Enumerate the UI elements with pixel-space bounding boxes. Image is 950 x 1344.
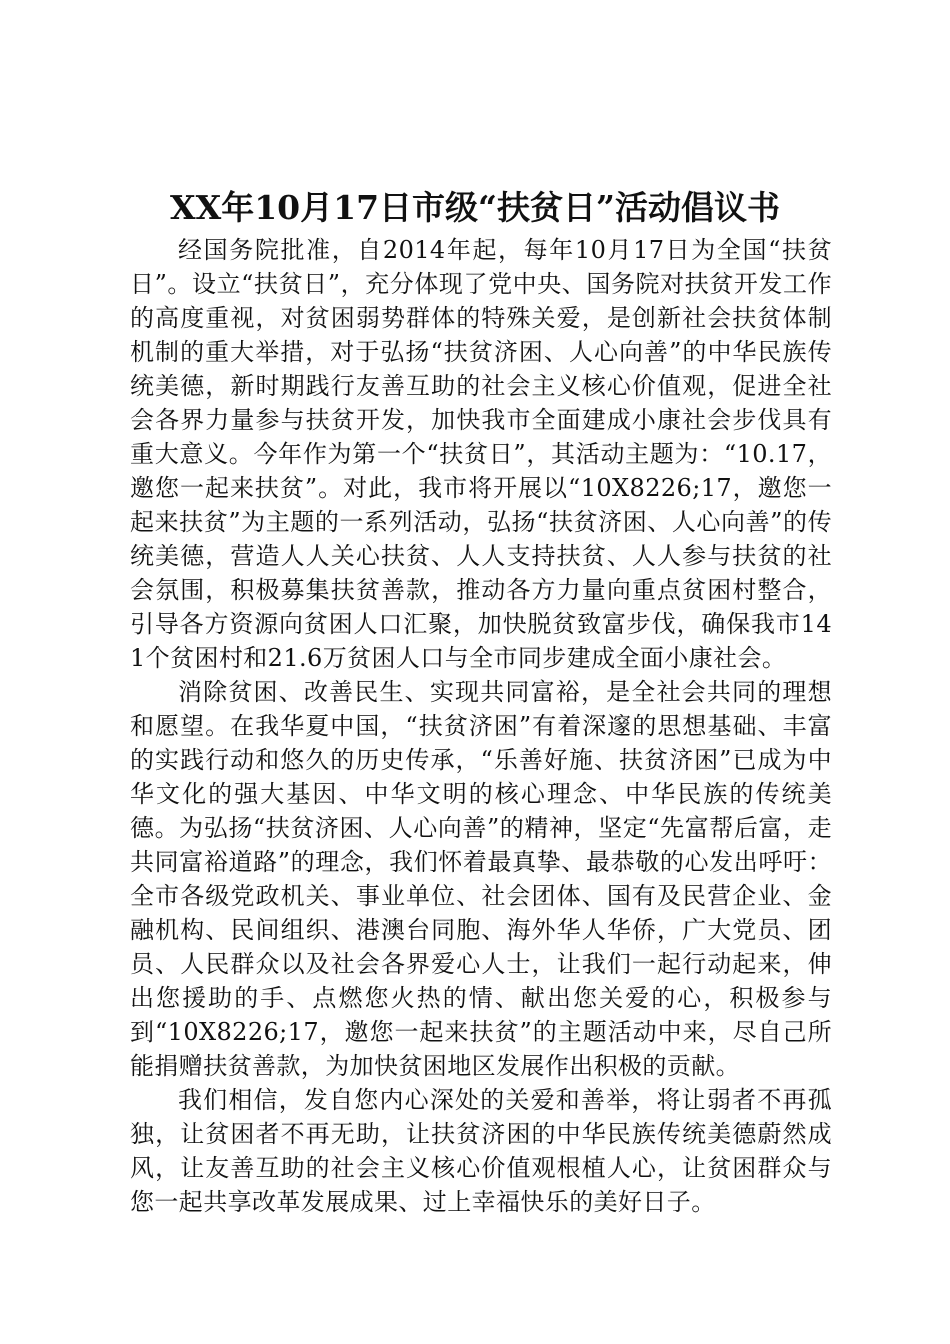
paragraph-1: 经国务院批准，自2014年起，每年10月17日为全国“扶贫日”。设立“扶贫日”，充分体现了党中央、国务院对扶贫开发工作的高度重视，对贫困弱势群体的特殊关爱，是创新社会扶贫体制机制的重大举措，对于弘扬“扶贫济困、人心向善”的中华民族传统美德，新时期践行友善互助的社会主义核心价值观，促进全社会各界力量参与扶贫开发，加快我市全面建成小康社会步伐具有重大意义。今年作为第一个“扶贫日”，其活动主题为：“10.17，邀您一起来扶贫”。对此，我市将开展以“10X8226;17，邀您一起来扶贫”为主题的一系列活动，弘扬“扶贫济困、人心向善”的传统美德，营造人人关心扶贫、人人支持扶贫、人人参与扶贫的社会氛围，积极募集扶贫善款，推动各方力量向重点贫困村整合，引导各方资源向贫困人口汇聚，加快脱贫致富步伐，确保我市141个贫困村和21.6万贫困人口与全市同步建成全面小康社会。 <box>130 236 832 672</box>
paragraph-3: 我们相信，发自您内心深处的关爱和善举，将让弱者不再孤独，让贫困者不再无助，让扶贫济困的中华民族传统美德蔚然成风，让友善互助的社会主义核心价值观根植人心，让贫困群众与您一起共享改革发展成果、过上幸福快乐的美好日子。 <box>130 1086 832 1216</box>
document-body <box>130 233 832 1219</box>
paragraph-2: 消除贫困、改善民生、实现共同富裕，是全社会共同的理想和愿望。在我华夏中国，“扶贫济困”有着深邃的思想基础、丰富的实践行动和悠久的历史传承，“乐善好施、扶贫济困”已成为中华文化的强大基因、中华文明的核心理念、中华民族的传统美德。为弘扬“扶贫济困、人心向善”的精神，坚定“先富帮后富，走共同富裕道路”的理念，我们怀着最真挚、最恭敬的心发出呼吁：全市各级党政机关、事业单位、社会团体、国有及民营企业、金融机构、民间组织、港澳台同胞、海外华人华侨，广大党员、团员、人民群众以及社会各界爱心人士，让我们一起行动起来，伸出您援助的手、点燃您火热的情、献出您关爱的心，积极参与到“10X8226;17，邀您一起来扶贫”的主题活动中来，尽自己所能捐赠扶贫善款，为加快贫困地区发展作出积极的贡献。 <box>130 678 832 1080</box>
document-title: XX年10月17日市级“扶贫日”活动倡议书 <box>169 188 781 227</box>
